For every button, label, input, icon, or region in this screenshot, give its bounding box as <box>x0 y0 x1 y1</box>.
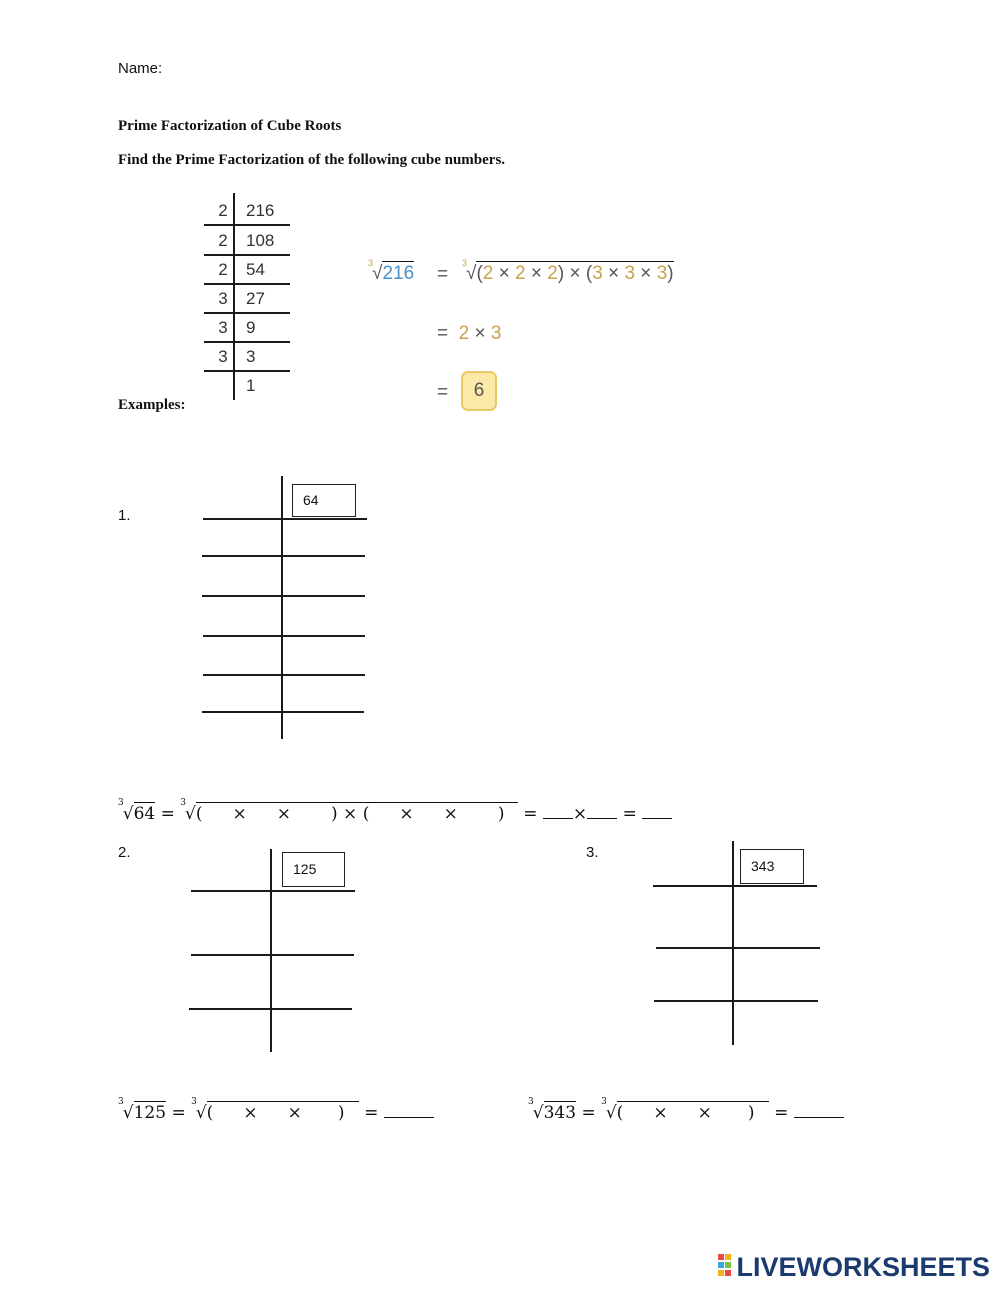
example-quotient: 1 <box>246 376 256 395</box>
question-1-equation: 3√64 = 3√( × × ) × ( × × ) = × = <box>118 802 672 824</box>
example-quotient: 108 <box>246 231 275 250</box>
example-quotient: 9 <box>246 318 256 337</box>
example-cube-root-216: $^3$√216 <box>368 258 415 284</box>
name-label: Name: <box>118 60 163 77</box>
example-expanded-radical: $^3$√(2 × 2 × 2) × (3 × 3 × 3) <box>462 258 674 284</box>
worksheet-title: Prime Factorization of Cube Roots <box>118 118 342 134</box>
question-1-value-box[interactable]: 64 <box>292 484 356 517</box>
example-quotient: 27 <box>246 289 265 308</box>
question-3-equation: 3√343 = 3√( × × ) = <box>528 1101 844 1123</box>
instructions: Find the Prime Factorization of the following cube numbers. <box>118 152 506 168</box>
example-divisor: 3 <box>218 347 228 366</box>
question-3-answer-blank[interactable] <box>794 1103 844 1118</box>
example-quotient: 3 <box>246 347 256 366</box>
example-divisor: 3 <box>218 289 228 308</box>
question-2-number: 2. <box>118 844 131 861</box>
example-divisor: 3 <box>218 318 228 337</box>
example-divisor: 2 <box>218 231 228 250</box>
example-quotient: 216 <box>246 201 275 220</box>
example-result-badge: 6 <box>461 371 497 411</box>
question-2-answer-blank[interactable] <box>384 1103 434 1118</box>
example-divisor: 2 <box>218 260 228 279</box>
example-equals-1: = <box>437 264 449 285</box>
question-2-equation: 3√125 = 3√( × × ) = <box>118 1101 434 1123</box>
liveworksheets-logo <box>718 1252 990 1283</box>
example-divisor: 2 <box>218 201 228 220</box>
question-1-result-blank[interactable] <box>642 804 672 819</box>
example-equals-3: = <box>437 382 449 403</box>
example-quotient: 54 <box>246 260 265 279</box>
examples-label: Examples: <box>118 397 186 413</box>
question-1-answer-blank[interactable] <box>543 804 573 819</box>
question-3-number: 3. <box>586 844 599 861</box>
example-factor-table <box>204 193 292 398</box>
logo-icon <box>718 1254 732 1278</box>
question-2-value-box[interactable]: 125 <box>282 852 345 887</box>
question-3-value-box[interactable]: 343 <box>740 849 804 884</box>
logo-text: LIVEWORKSHEETS <box>736 1252 990 1282</box>
example-line-2: = 2 × 3 <box>437 323 502 344</box>
question-1-answer-blank[interactable] <box>587 804 617 819</box>
question-1-number: 1. <box>118 507 131 524</box>
